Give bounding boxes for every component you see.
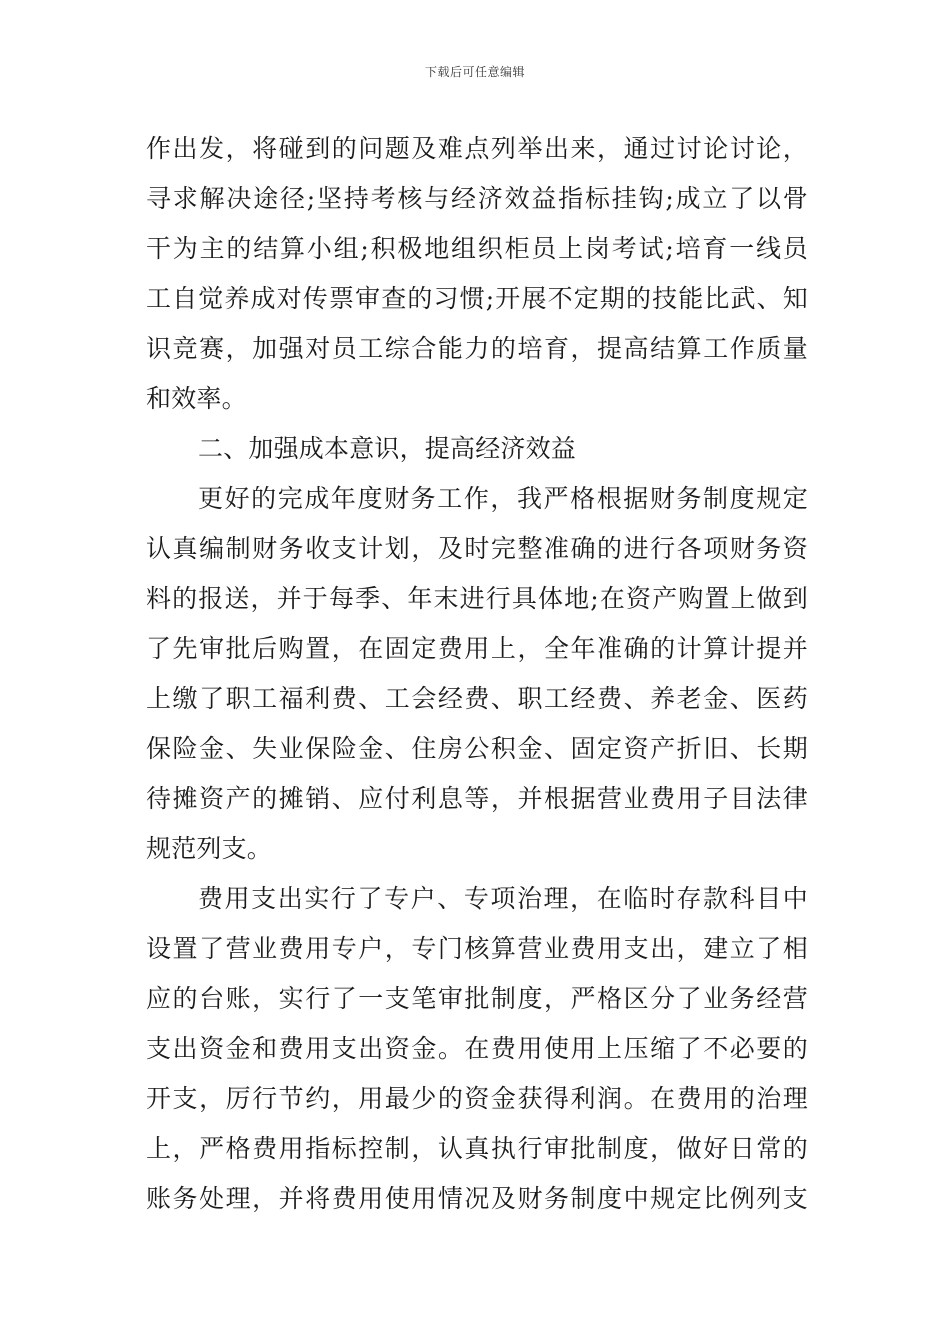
- body-line: 支出资金和费用支出资金。在费用使用上压缩了不必要的: [146, 1034, 808, 1063]
- body-line: 了先审批后购置，在固定费用上，全年准确的计算计提并: [146, 634, 808, 663]
- body-line: 寻求解决途径;坚持考核与经济效益指标挂钩;成立了以骨: [146, 184, 808, 213]
- body-line: 上，严格费用指标控制，认真执行审批制度，做好日常的: [146, 1134, 808, 1163]
- body-line: 和效率。: [146, 384, 247, 413]
- body-line: 干为主的结算小组;积极地组织柜员上岗考试;培育一线员: [146, 234, 808, 263]
- body-line: 待摊资产的摊销、应付利息等，并根据营业费用子目法律: [146, 784, 808, 813]
- body-line: 认真编制财务收支计划，及时完整准确的进行各项财务资: [146, 534, 808, 563]
- paragraph-first-line: 更好的完成年度财务工作，我严格根据财务制度规定: [198, 484, 808, 513]
- body-line: 开支，厉行节约，用最少的资金获得利润。在费用的治理: [146, 1084, 808, 1113]
- body-line: 保险金、失业保险金、住房公积金、固定资产折旧、长期: [146, 734, 808, 763]
- body-line: 设置了营业费用专户，专门核算营业费用支出，建立了相: [146, 934, 808, 963]
- paragraph-first-line: 费用支出实行了专户、专项治理，在临时存款科目中: [198, 884, 808, 913]
- body-line: 应的台账，实行了一支笔审批制度，严格区分了业务经营: [146, 984, 808, 1013]
- body-line: 规范列支。: [146, 834, 273, 863]
- body-line: 账务处理，并将费用使用情况及财务制度中规定比例列支: [146, 1184, 808, 1213]
- body-line: 工自觉养成对传票审查的习惯;开展不定期的技能比武、知: [146, 284, 808, 313]
- body-line: 上缴了职工福利费、工会经费、职工经费、养老金、医药: [146, 684, 808, 713]
- body-line: 识竞赛，加强对员工综合能力的培育，提高结算工作质量: [146, 334, 808, 363]
- body-line: 作出发，将碰到的问题及难点列举出来，通过讨论讨论，: [146, 134, 808, 163]
- section-heading: 二、加强成本意识，提高经济效益: [198, 434, 577, 463]
- page-header: 下载后可任意编辑: [424, 65, 525, 79]
- body-line: 料的报送，并于每季、年末进行具体地;在资产购置上做到: [146, 584, 808, 613]
